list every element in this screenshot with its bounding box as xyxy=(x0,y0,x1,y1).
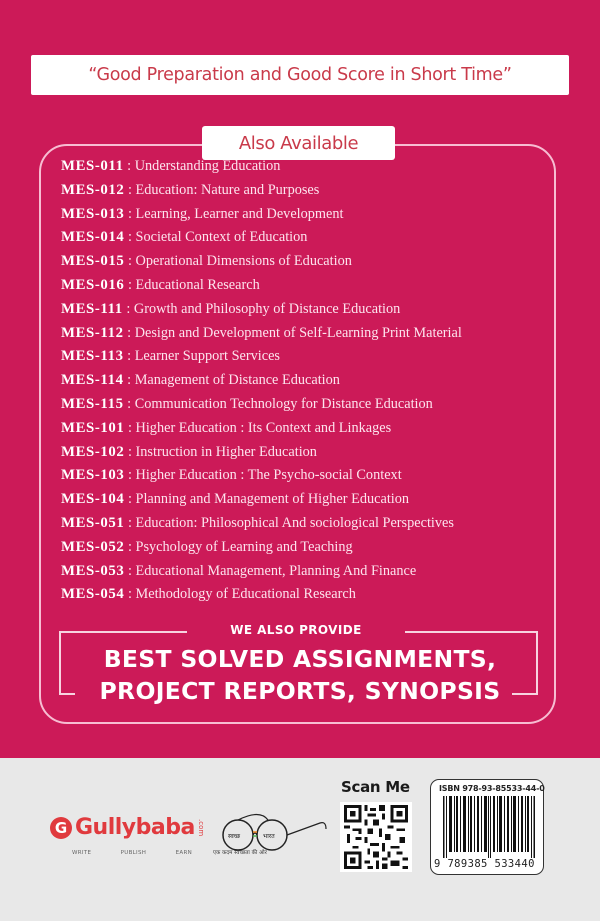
course-code: MES-051 xyxy=(61,514,125,531)
book-list xyxy=(61,155,462,607)
isbn-digits: 9 789385 533440 xyxy=(434,858,535,870)
list-item xyxy=(61,560,462,584)
list-item xyxy=(61,512,462,536)
swachh-bharat-glasses-icon xyxy=(210,805,330,865)
provide-headline-2: PROJECT REPORTS, SYNOPSIS xyxy=(99,677,501,705)
course-code: MES-053 xyxy=(61,562,125,579)
course-title: : Communication Technology for Distance Education xyxy=(123,395,433,412)
course-title: : Learner Support Services xyxy=(123,348,280,365)
brand-slogans xyxy=(72,850,192,856)
list-item xyxy=(61,322,462,346)
course-code: MES-012 xyxy=(61,181,125,198)
course-code: MES-102 xyxy=(61,443,125,460)
course-code: MES-015 xyxy=(61,253,125,270)
course-code: MES-115 xyxy=(61,395,124,412)
course-title: : Design and Development of Self-Learning Print Material xyxy=(123,324,462,341)
list-item xyxy=(61,345,462,369)
slogan-earn: EARN xyxy=(175,850,192,856)
course-title: : Learning, Learner and Development xyxy=(124,205,344,222)
qr-code-icon[interactable] xyxy=(340,802,412,872)
course-code: MES-011 xyxy=(61,158,124,174)
course-title: : Growth and Philosophy of Distance Education xyxy=(122,300,401,317)
course-code: MES-104 xyxy=(61,491,125,508)
course-code: MES-013 xyxy=(61,205,125,222)
brand-suffix: .com xyxy=(196,818,205,837)
course-code: MES-112 xyxy=(61,324,124,341)
list-item xyxy=(61,155,462,179)
isbn-barcode-box xyxy=(430,779,544,875)
list-item xyxy=(61,488,462,512)
slogan-publish: PUBLISH xyxy=(120,850,147,856)
course-code: MES-111 xyxy=(61,300,123,317)
course-title: : Planning and Management of Higher Education xyxy=(124,491,410,508)
course-code: MES-113 xyxy=(61,348,124,365)
list-item xyxy=(61,250,462,274)
isbn-label: ISBN 978-93-85533-44-0 xyxy=(439,784,545,793)
list-item xyxy=(61,179,462,203)
gullybaba-g-icon: G xyxy=(50,817,72,839)
course-title: : Education: Nature and Purposes xyxy=(124,181,320,198)
swachh-right-lens-text: भारत xyxy=(263,833,275,840)
gullybaba-logo xyxy=(50,815,205,840)
course-title: : Psychology of Learning and Teaching xyxy=(124,538,353,555)
tagline-text: “Good Preparation and Good Score in Short Time” xyxy=(88,65,512,85)
course-title: : Higher Education : The Psycho-social Context xyxy=(124,467,402,484)
course-title: : Societal Context of Education xyxy=(124,229,308,246)
list-item xyxy=(61,441,462,465)
course-title: : Management of Distance Education xyxy=(123,372,340,389)
list-item xyxy=(61,369,462,393)
provide-frame-line xyxy=(405,631,538,633)
list-item xyxy=(61,417,462,441)
course-title: : Understanding Education xyxy=(123,158,281,174)
tagline-banner xyxy=(31,55,569,95)
course-code: MES-114 xyxy=(61,372,124,389)
course-code: MES-016 xyxy=(61,276,125,293)
brand-name: Gullybaba xyxy=(75,815,195,840)
course-code: MES-103 xyxy=(61,467,125,484)
list-item xyxy=(61,203,462,227)
course-title: : Educational Research xyxy=(124,276,260,293)
scan-me-label: Scan Me xyxy=(341,778,410,796)
provide-headline-1: BEST SOLVED ASSIGNMENTS, xyxy=(103,645,497,673)
slogan-write: WRITE xyxy=(72,850,92,856)
provide-frame-line xyxy=(59,631,187,633)
provide-label: WE ALSO PROVIDE xyxy=(230,623,362,637)
list-item xyxy=(61,536,462,560)
list-item xyxy=(61,583,462,607)
list-item xyxy=(61,393,462,417)
course-title: : Instruction in Higher Education xyxy=(124,443,317,460)
swachh-left-lens-text: स्वच्छ xyxy=(228,833,241,840)
course-title: : Higher Education : Its Context and Linkages xyxy=(124,419,392,436)
course-title: : Education: Philosophical And sociological Perspectives xyxy=(124,514,454,531)
list-item xyxy=(61,226,462,250)
list-item xyxy=(61,274,462,298)
list-item xyxy=(61,298,462,322)
course-title: : Operational Dimensions of Education xyxy=(124,253,352,270)
course-code: MES-014 xyxy=(61,229,125,246)
barcode-icon xyxy=(443,796,535,858)
course-code: MES-054 xyxy=(61,586,125,603)
course-title: : Methodology of Educational Research xyxy=(124,586,356,603)
swachh-tagline: एक कदम स्वच्छता की ओर xyxy=(213,850,267,856)
course-title: : Educational Management, Planning And Finance xyxy=(124,562,417,579)
also-available-heading: Also Available xyxy=(238,132,359,154)
course-code: MES-052 xyxy=(61,538,125,555)
course-code: MES-101 xyxy=(61,419,125,436)
list-item xyxy=(61,464,462,488)
